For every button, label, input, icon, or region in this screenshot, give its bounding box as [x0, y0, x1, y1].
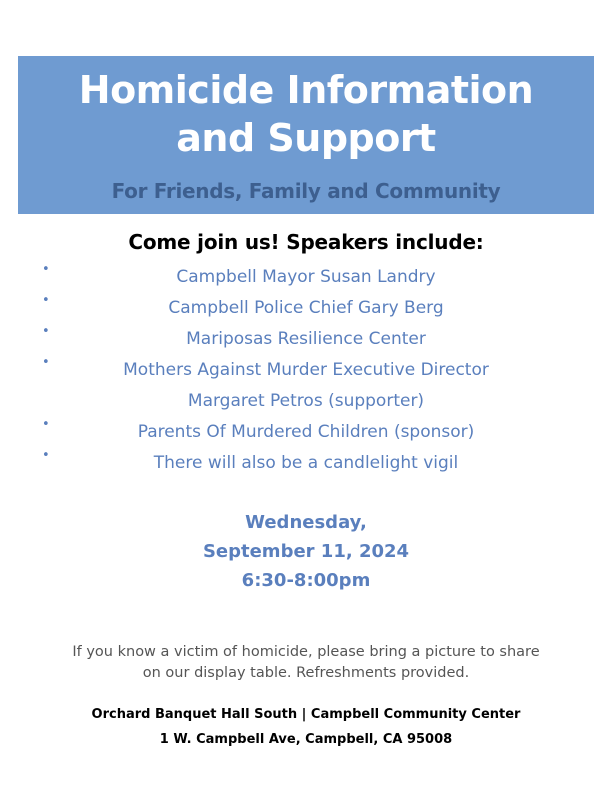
speaker-text: Parents Of Murdered Children (sponsor) [137, 422, 475, 442]
bullet-icon: • [42, 448, 50, 463]
list-item [0, 417, 612, 448]
venue-street: 1 W. Campbell Ave, Campbell, CA 95008 [159, 732, 453, 747]
page-title [18, 66, 594, 162]
event-date: September 11, 2024 [202, 541, 410, 562]
list-item [0, 262, 612, 293]
speaker-text: Campbell Police Chief Gary Berg [168, 298, 444, 318]
speaker-text: Mothers Against Murder Executive Director [123, 360, 489, 380]
list-item [0, 355, 612, 417]
bullet-icon: • [42, 293, 50, 308]
list-item [0, 324, 612, 355]
speaker-text: Mariposas Resilience Center [186, 329, 426, 349]
note-line-1: If you know a victim of homicide, please bring a picture to share [72, 644, 540, 660]
event-day: Wednesday, [245, 512, 367, 533]
event-time: 6:30-8:00pm [241, 570, 371, 591]
list-item [0, 448, 612, 479]
event-datetime [0, 508, 612, 595]
title-line-1: Homicide Information [78, 68, 534, 112]
list-item [0, 293, 612, 324]
title-line-2: and Support [176, 116, 436, 160]
speaker-text: There will also be a candlelight vigil [153, 453, 459, 473]
bullet-icon: • [42, 262, 50, 277]
info-note [0, 642, 612, 684]
bullet-icon: • [42, 355, 50, 370]
speakers-list [0, 262, 612, 479]
speakers-heading: Come join us! Speakers include: [128, 230, 484, 254]
speaker-text: Campbell Mayor Susan Landry [176, 267, 436, 287]
header-banner [18, 56, 594, 214]
venue-name: Orchard Banquet Hall South | Campbell Community Center [91, 707, 521, 722]
note-line-2: on our display table. Refreshments provided. [142, 665, 470, 681]
venue-address [0, 702, 612, 752]
bullet-icon: • [42, 324, 50, 339]
speaker-text-continued: Margaret Petros (supporter) [187, 391, 425, 411]
page-subtitle: For Friends, Family and Community [111, 179, 501, 203]
bullet-icon: • [42, 417, 50, 432]
